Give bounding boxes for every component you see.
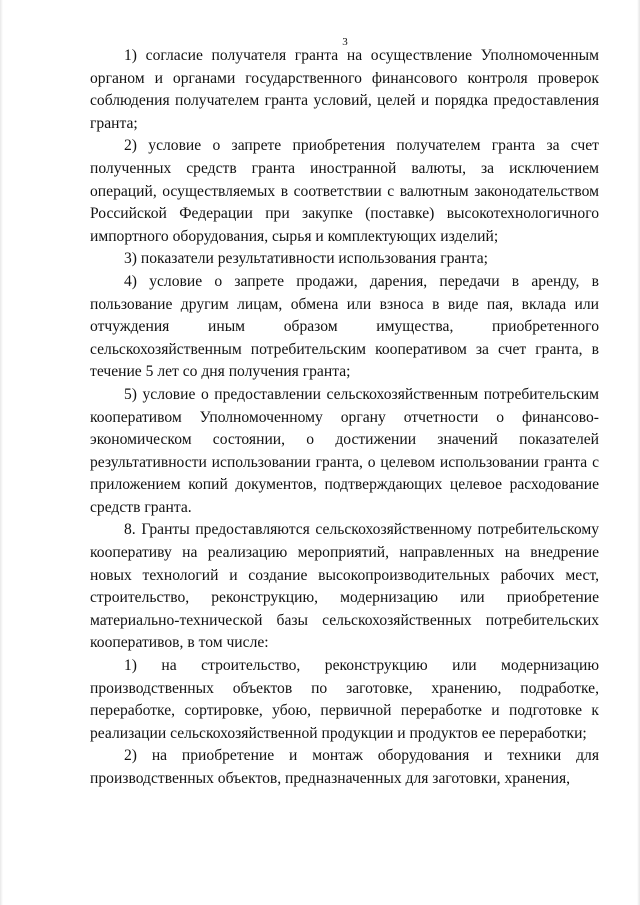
paragraph-foreign-currency-ban: 2) условие о запрете приобретения получателем гранта за счет полученных средств гранта иностранной валюты, за исключением операций, осуществляемых в соответствии с валютным законодательством Российской Федерации при закупке (поставке) высокотехнологичного импортного оборудования, сырья и комплектующих изделий; [90,137,599,245]
paragraph-consent-inspections: 1) согласие получателя гранта на осуществление Уполномоченным органом и органами государственного финансового контроля проверок соблюдения получателем гранта условий, целей и порядка предоставления гранта; [90,47,599,132]
paragraph-performance-indicators: 3) показатели результативности использования гранта; [124,250,488,268]
paragraph-construction: 1) на строительство, реконструкцию или модернизацию производственных объектов по заготовке, хранению, подработке, переработке, сортировке, убою, первичной переработке и подготовке к реализации сельскохозяйственной продукции и продуктов ее переработки; [90,657,599,742]
document-body [90,45,599,791]
paragraph-grants-purpose: 8. Гранты предоставляются сельскохозяйственному потребительскому кооперативу на реализацию мероприятий, направленных на внедрение новых технологий и создание высокопроизводительных рабочих мест, строительство, реконструкцию, модернизацию или приобретение материально-технической базы сельскохозяйственных потребительских кооперативов, в том числе: [90,521,599,652]
page-number: 3 [342,36,348,48]
scan-edge-left [0,0,3,905]
paragraph-reporting-condition: 5) условие о предоставлении сельскохозяйственным потребительским кооперативом Уполномоченному органу отчетности о финансово-экономическом состоянии, о достижении значений показателей результативности использовании гранта, о целевом использовании гранта с приложением копий документов, подтверждающих целевое расходование средств гранта. [90,385,599,516]
paragraph-equipment-purchase: 2) на приобретение и монтаж оборудования и техники для производственных объектов, предназначенных для заготовки, хранения, [90,747,599,787]
paragraph-property-disposal-ban: 4) условие о запрете продажи, дарения, передачи в аренду, в пользование другим лицам, обмена или взноса в виде пая, вклада или отчуждения иным образом имущества, приобретенного сельскохозяйственным потребительским кооперативом за счет гранта, в течение 5 лет со дня получения гранта; [90,272,599,381]
